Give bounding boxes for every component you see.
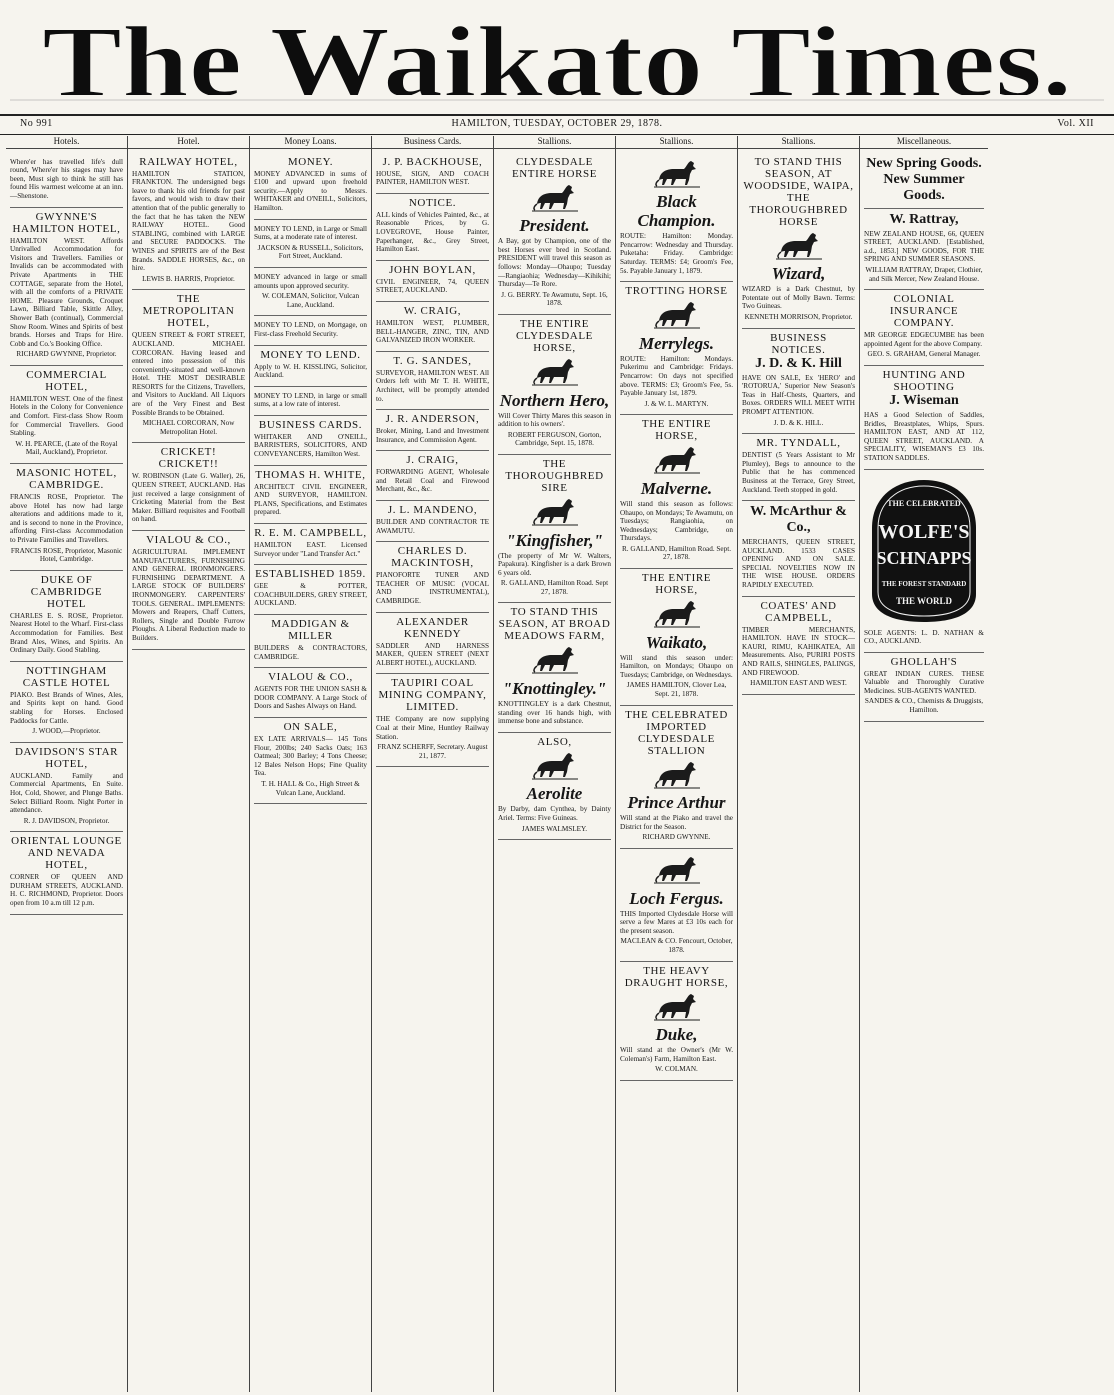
ad-headline: W. Rattray, <box>889 211 959 227</box>
svg-text:WOLFE'S: WOLFE'S <box>878 520 970 543</box>
ad-body: By Darby, dam Cynthea, by Dainty Ariel. Terms: Five Guineas. <box>498 805 611 823</box>
ad-title: TAUPIRI COAL MINING COMPANY, LIMITED. <box>378 677 487 714</box>
ad-body: SADDLER AND HARNESS MAKER, QUEEN STREET (NEXT ALBERT HOTEL), AUCKLAND. <box>376 641 489 667</box>
ad-title: J. P. BACKHOUSE, <box>382 155 483 168</box>
ad-body: AGRICULTURAL IMPLEMENT MANUFACTURERS, FURNISHING AND GENERAL IRONMONGERS. FURNISHING DEPARTMENT. A LARGE STOCK OF BUILDERS' IRONMONGERY. CARPENTERS' TOOLS. GENERAL. IMPLEMENTS: Mowers and Reapers, Chaff Cutters, Rollers, Single and Double Furrow Ploughs. A Liberal Reduction made to Builders. <box>132 548 245 642</box>
advertisement <box>10 743 123 833</box>
ad-title: NOTTINGHAM CASTLE HOTEL <box>22 664 111 689</box>
ad-title: NOTICE. <box>408 196 457 209</box>
ad-body: ROUTE: Hamilton: Monday. Pencarrow: Wednesday and Thursday. Puketaha: Friday. Cambridge: Saturday. TERMS: £4; Groom's Fee, 5s. Payable January 1, 1879. <box>620 232 733 275</box>
advertisement <box>864 653 984 722</box>
ad-body: WIZARD is a Dark Chestnut, by Potentate out of Molly Bawn. Terms: Two Guineas. <box>742 285 855 311</box>
ad-headline: J. Wiseman <box>889 392 959 408</box>
ad-body: GREAT INDIAN CURES. THESE Valuable and Thoroughly Curative Medicines. SUB-AGENTS WANTED. <box>864 669 984 695</box>
svg-text:SCHNAPPS: SCHNAPPS <box>876 547 972 568</box>
ad-signature: J. D. & K. HILL. <box>773 418 824 427</box>
ad-body: FORWARDING AGENT, Wholesale and Retail Coal and Firewood Merchant, &c., &c. <box>376 468 489 494</box>
ad-body: MONEY ADVANCED in sums of £100 and upward upon freehold security.—Apply to Messrs. WHITAKER and O'NEILL, Solicitors, Hamilton. <box>254 169 367 212</box>
advertisement <box>254 565 367 615</box>
stallion-name: President. <box>519 216 590 236</box>
ad-title: HUNTING AND SHOOTING <box>882 368 966 393</box>
horse-illustration-icon <box>532 356 578 389</box>
ad-body: PIANOFORTE TUNER AND TEACHER OF MUSIC (VOCAL AND INSTRUMENTAL), CAMBRIDGE. <box>376 571 489 606</box>
ad-signature: R. J. DAVIDSON, Proprietor. <box>23 816 110 825</box>
ad-signature: R. GALLAND, Hamilton Road. Sept 27, 1878. <box>500 579 609 596</box>
ad-signature: MACLEAN & CO. Fencourt, October, 1878. <box>620 937 733 954</box>
dateline <box>0 114 1114 135</box>
ad-body: HAMILTON WEST, PLUMBER, BELL-HANGER, ZINC, TIN, AND GALVANIZED IRON WORKER. <box>376 318 489 345</box>
column-heading: Business Cards. <box>372 136 493 149</box>
horse-illustration-icon <box>654 991 700 1024</box>
ad-signature: J. G. BERRY. Te Awamutu, Sept. 16, 1878. <box>501 290 608 308</box>
ad-body: BUILDERS & CONTRACTORS, CAMBRIDGE. <box>254 644 367 661</box>
ad-body: HAMILTON WEST. Affords Unrivalled Accommodation for Visitors and Travellers. Families or Invalids can be accommodated with Private Apartments in THE COTTAGE, separate from the Hotel, with all the comforts of a PRIVATE HOME. Pleasure Grounds, Croquet Lawn, Billiard Table, Skittle Alley, Shower Bath (continual), Commercial Show Room. Wines and Spirits of best brands. Horses and Traps for Hire. Cobb and Co.'s Booking Office. <box>10 236 123 348</box>
volume-number: Vol. XII <box>1057 118 1094 129</box>
advertisement <box>10 464 123 571</box>
ad-body: ARCHITECT CIVIL ENGINEER, AND SURVEYOR, HAMILTON. PLANS, Specifications, and Estimates prepared. <box>254 482 367 517</box>
ad-body: KNOTTINGLEY is a dark Chestnut, standing over 16 hands high, with immense bone and substance. <box>498 700 611 726</box>
advertisement <box>254 387 367 416</box>
ad-body: THIS Imported Clydesdale Horse will serve a few Mares at £3 10s each for the present season. <box>620 909 733 935</box>
advertisement <box>376 261 489 302</box>
ad-title: JOHN BOYLAN, <box>389 263 476 276</box>
ad-body: QUEEN STREET & FORT STREET, AUCKLAND. MICHAEL CORCORAN. Having leased and entered into possession of this conveniently-situated and well-known Hotel. THE MOST DESIRABLE RESORTS for the Citizens, Travellers, and Visitors to Auckland. All Liquors are of the Very Finest and Best Possible Brands to be Obtained. <box>132 331 245 417</box>
ad-signature: WILLIAM RATTRAY, Draper, Clothier, and Silk Mercer, New Zealand House. <box>865 265 983 283</box>
horse-illustration-icon <box>776 230 822 263</box>
advertisement <box>620 153 733 283</box>
ad-title: BUSINESS NOTICES. <box>770 331 827 356</box>
wolfes-schnapps-seal <box>868 476 980 626</box>
ad-title: ALEXANDER KENNEDY <box>396 615 469 640</box>
column-2 <box>128 136 250 1392</box>
ad-signature: W. COLMAN. <box>655 1065 698 1074</box>
ad-body: MONEY TO LEND, in large or small sums, at a low rate of interest. <box>254 391 367 409</box>
ad-body: EX LATE ARRIVALS— 145 Tons Flour, 200lbs; 240 Sacks Oats; 163 Oatmeal; 300 Barley; 4 Tons Cheese; 12 Bales Nelson Hops; Fine Quality Tea. <box>254 734 367 778</box>
ad-title: COATES' AND CAMPBELL, <box>760 599 837 624</box>
advertisement <box>864 470 984 653</box>
stallion-name: Loch Fergus. <box>629 888 724 908</box>
advertisement <box>10 662 123 743</box>
dateline-place-date: HAMILTON, TUESDAY, OCTOBER 29, 1878. <box>451 118 663 129</box>
ad-signature: MICHAEL CORCORAN, Now Metropolitan Hotel. <box>142 419 235 436</box>
ad-body: PIAKO. Best Brands of Wines, Ales, and Spirits kept on hand. Good stabling for Horses. Enclosed Paddocks for Cattle. <box>10 690 123 725</box>
issue-number: No 991 <box>20 118 53 129</box>
horse-illustration-icon <box>654 299 700 332</box>
advertisement <box>620 415 733 569</box>
advertisement <box>376 613 489 675</box>
masthead <box>0 0 1114 112</box>
ad-signature: W. H. PEARCE, (Late of the Royal Mail, Auckland), Proprietor. <box>15 439 118 457</box>
ad-body: MR GEORGE EDGECUMBE has been appointed Agent for the above Company. <box>864 331 984 348</box>
ad-body: AUCKLAND. Family and Commercial Apartments, En Suite. Hot, Cold, Shower, and Plunge Baths. Select Billiard Room. Night Porter in attendance. <box>10 771 123 815</box>
ad-body: CIVIL ENGINEER, 74, QUEEN STREET, AUCKLAND. <box>376 277 489 295</box>
advertisement <box>254 416 367 466</box>
advertisement <box>864 290 984 366</box>
ad-title: R. E. M. CAMPBELL, <box>254 527 367 540</box>
ad-signature: J. WOOD,—Proprietor. <box>32 727 101 736</box>
advertisement <box>620 282 733 415</box>
column-heading: Hotels. <box>6 136 127 149</box>
ad-signature: R. GALLAND, Hamilton Road. Sept. 27, 1878. <box>621 544 731 562</box>
ad-title: TROTTING HORSE <box>625 285 728 298</box>
stallion-name: Prince Arthur <box>627 793 726 813</box>
advertisement <box>10 153 123 208</box>
advertisement <box>376 501 489 542</box>
stallion-name: "Knottingley." <box>502 679 607 699</box>
ad-signature: RICHARD GWYNNE. <box>642 833 711 842</box>
advertisement <box>498 733 611 840</box>
advertisement <box>132 531 245 650</box>
ad-title: THE THOROUGHBRED SIRE <box>505 457 604 494</box>
ad-body: MONEY TO LEND, on Mortgage, on First-class Freehold Security. <box>254 321 367 338</box>
column-heading: Stallions. <box>738 136 859 149</box>
ad-title: MONEY. <box>287 155 334 168</box>
advertisement <box>254 524 367 565</box>
horse-illustration-icon <box>654 759 700 792</box>
ad-title: VIALOU & CO., <box>268 671 353 684</box>
ad-title: RAILWAY HOTEL, <box>139 155 238 168</box>
ad-signature: RICHARD GWYNNE, Proprietor. <box>16 350 117 359</box>
advertisement <box>254 718 367 804</box>
ad-body: MONEY advanced in large or small amounts upon approved security. <box>254 272 367 290</box>
horse-illustration-icon <box>654 598 700 631</box>
ad-headline: J. D. & K. Hill <box>755 355 842 371</box>
advertisement <box>10 366 123 464</box>
horse-illustration-icon <box>532 750 578 783</box>
advertisement <box>376 194 489 261</box>
column-heading: Hotel. <box>128 136 249 149</box>
advertisement <box>620 962 733 1081</box>
horse-illustration-icon <box>532 644 578 677</box>
ad-body: CHARLES E. S. ROSE, Proprietor. Nearest Hotel to the Wharf. First-class Accommodation for Families. Best Brand Ales, Wines, and Spirits. An Ordinary Daily. Good Stabling. <box>10 611 123 655</box>
advertisement <box>498 603 611 732</box>
advertisement <box>742 329 855 435</box>
stallion-name: Malverne. <box>640 478 713 498</box>
column-4 <box>372 136 494 1392</box>
ad-title: TO STAND THIS SEASON, AT BROAD MEADOWS FARM, <box>498 606 611 643</box>
ad-body: W. ROBINSON (Late G. Waller), 26, QUEEN STREET, AUCKLAND. Has just received a large consignment of Cricketing Material from the Best Maker. Billiard requisites and Football on hand. <box>132 472 245 524</box>
column-6 <box>616 136 738 1392</box>
ad-body: A Bay, got by Champion, one of the best Horses ever bred in Scotland. PRESIDENT will travel this season as follows: Monday—Ohaupo; Tuesday—Rangiaohia; Wednesday—Kihikihi; Thursday—Te Rore. <box>498 237 611 289</box>
column-5 <box>494 136 616 1392</box>
ad-body: HAVE ON SALE, Ex 'HERO' and 'ROTORUA,' Superior New Season's Teas in Half-Chests, Quarters, and Boxes. ORDERS WILL MEET WITH PROMPT ATTENTION. <box>742 373 855 416</box>
ad-signature: SANDES & CO., Chemists & Druggists, Hamilton. <box>864 697 984 715</box>
column-7 <box>738 136 860 1392</box>
advertisement <box>254 220 367 268</box>
ad-body: MONEY TO LEND, in Large or Small Sums, at a moderate rate of interest. <box>254 224 367 242</box>
ad-title: VIALOU & CO., <box>146 534 231 546</box>
ad-headline: New Spring Goods. New Summer Goods. <box>866 155 982 203</box>
column-heading: Money Loans. <box>250 136 371 149</box>
ad-title: TO STAND THIS SEASON, AT WOODSIDE, WAIPA, THE THOROUGHBRED HORSE <box>743 155 854 228</box>
ad-title: J. CRAIG, <box>406 454 459 467</box>
advertisement <box>376 674 489 767</box>
ad-signature: W. COLEMAN, Solicitor, Vulcan Lane, Auckland. <box>261 292 360 309</box>
ad-title: ON SALE, <box>283 720 338 733</box>
stallion-name: Merrylegs. <box>638 333 715 353</box>
ad-body: Will stand this season as follows: Ohaupo, on Mondays; Te Awamutu, on Tuesdays; Rangiaohia, on Wednesdays; Cambridge, on Thursdays. <box>620 499 733 543</box>
ad-body: GEE & POTTER, COACHBUILDERS, GREY STREET, AUCKLAND. <box>254 582 367 608</box>
ad-title: THE ENTIRE HORSE, <box>641 418 712 443</box>
ad-title: THE HEAVY DRAUGHT HORSE, <box>624 964 729 989</box>
ad-body: TIMBER MERCHANTS, HAMILTON. HAVE IN STOCK— KAURI, RIMU, KAHIKATEA, All Measurements. Also, PURIRI POSTS AND RAILS, SHINGLES, PALINGS, AND FIREWOOD. <box>742 625 855 677</box>
ad-title: J. R. ANDERSON, <box>385 413 480 426</box>
masthead-title: The Waikato Times. <box>42 6 1072 112</box>
ad-signature: ROBERT FERGUSON, Gorton, Cambridge, Sept. 15, 1878. <box>507 430 602 448</box>
ad-title: ESTABLISHED 1859. <box>255 568 366 581</box>
ad-title: CLYDESDALE ENTIRE HORSE <box>511 155 598 180</box>
ad-signature: GEO. S. GRAHAM, General Manager. <box>867 350 981 359</box>
ad-title: MASONIC HOTEL, CAMBRIDGE. <box>16 467 117 492</box>
advertisement <box>254 346 367 387</box>
ad-signature: JAMES HAMILTON, Clover Lea, Sept. 21, 1878. <box>626 681 727 699</box>
ad-title: THE ENTIRE HORSE, <box>641 572 712 597</box>
ad-title: MONEY TO LEND. <box>260 348 361 361</box>
ad-title: COMMERCIAL HOTEL, <box>26 368 107 393</box>
column-8 <box>860 136 988 1392</box>
column-heading: Miscellaneous. <box>860 136 988 149</box>
ad-signature: JAMES WALMSLEY. <box>521 824 588 833</box>
ad-body: HAMILTON WEST. One of the finest Hotels in the Colony for Convenience and Comfort. First-class Show Room for Commercial Travellers. Good Stabling. <box>10 394 123 438</box>
advertisement <box>498 455 611 604</box>
advertisement <box>620 569 733 706</box>
advertisement <box>376 352 489 410</box>
ad-title: MR. TYNDALL, <box>756 437 841 450</box>
ad-body: SURVEYOR, HAMILTON WEST. All Orders left with Mr T. H. WHITE, Architect, will be promptly attended to. <box>376 368 489 403</box>
ad-title: THE ENTIRE CLYDESDALE HORSE, <box>515 317 593 354</box>
ad-body: FRANCIS ROSE, Proprietor. The above Hotel has now had large alterations and additions made to it, and is second to none in the Province, affording First-class Accommodation to Private Families and Travellers. <box>10 493 123 544</box>
ad-body: Apply to W. H. KISSLING, Solicitor, Auckland. <box>254 362 367 380</box>
advertisement <box>620 706 733 849</box>
ad-body: SOLE AGENTS: L. D. NATHAN & CO., AUCKLAND. <box>864 628 984 646</box>
ad-title: ORIENTAL LOUNGE AND NEVADA HOTEL, <box>11 835 122 872</box>
ad-signature: FRANCIS ROSE, Proprietor, Masonic Hotel, Cambridge. <box>10 546 123 564</box>
ad-title: CRICKET! CRICKET!! <box>158 446 219 471</box>
ad-body: Will stand at the Piako and travel the District for the Season. <box>620 814 733 831</box>
ad-signature: JACKSON & RUSSELL, Solicitors, Fort Street, Auckland. <box>257 243 364 261</box>
advertisement <box>254 316 367 345</box>
advertisement <box>620 849 733 962</box>
advertisement <box>132 290 245 443</box>
advertisement <box>742 434 855 501</box>
svg-text:THE FOREST STANDARD: THE FOREST STANDARD <box>881 579 967 588</box>
advertisement <box>254 615 367 668</box>
ad-title: DUKE OF CAMBRIDGE HOTEL <box>30 573 103 610</box>
ad-signature: KENNETH MORRISON, Proprietor. <box>744 312 853 321</box>
stallion-name: Aerolite <box>526 784 583 804</box>
ad-body: HAMILTON STATION, FRANKTON. The undersigned begs leave to thank his old friends for past favors, and would wish to draw their attention that of the public generally to the fact that he has taken the NEW RAILWAY HOTEL. Good STABLING, combined with LARGE and SECURE PADDOCKS. The WINES and SPIRITS are of the Best Brands. SADDLE HORSES, &c., on hire. <box>132 169 245 273</box>
ad-title: GHOLLAH'S <box>890 655 958 668</box>
stallion-name: "Kingfisher," <box>506 530 603 550</box>
advertisement <box>864 366 984 470</box>
column-3 <box>250 136 372 1392</box>
stallion-name: Black Champion. <box>637 192 716 231</box>
horse-illustration-icon <box>654 158 700 191</box>
ad-title: THOMAS H. WHITE, <box>255 468 366 481</box>
ad-body: MERCHANTS, QUEEN STREET, AUCKLAND. 1533 CASES OPENING AND ON SALE. SPECIAL NOVELTIES NOW IN THE WISE HOUSE. ORDERS RAPIDLY EXECUTED. <box>742 538 855 590</box>
stallion-name: Waikato, <box>645 632 708 652</box>
ad-title: THE CELEBRATED IMPORTED CLYDESDALE STALLION <box>625 708 728 757</box>
ad-title: T. G. SANDES, <box>393 354 472 367</box>
masthead-title-art <box>0 0 1114 112</box>
stallion-name: Northern Hero, <box>499 390 610 410</box>
ad-body: Will stand at the Owner's (Mr W. Coleman's) Farm, Hamilton East. <box>620 1046 733 1063</box>
columns <box>6 136 1110 1392</box>
ad-body: HOUSE, SIGN, AND COACH PAINTER, HAMILTON WEST. <box>376 169 489 187</box>
advertisement <box>10 571 123 662</box>
advertisement <box>742 153 855 329</box>
advertisement <box>376 153 489 194</box>
advertisement <box>10 208 123 366</box>
advertisement <box>254 153 367 220</box>
column-1 <box>6 136 128 1392</box>
advertisement <box>376 302 489 352</box>
advertisement <box>742 597 855 695</box>
ad-title: ALSO, <box>537 735 572 748</box>
ad-title: GWYNNE'S HAMILTON HOTEL, <box>12 210 121 235</box>
advertisement <box>132 443 245 531</box>
stallion-name: Duke, <box>655 1025 698 1045</box>
ad-body: ALL kinds of Vehicles Painted, &c., at Reasonable Prices, by G. LOVEGROVE, House Painter, Paperhanger, &c., Grey Street, Hamilton East. <box>376 210 489 254</box>
ad-body: HAMILTON EAST. Licensed Surveyor under "Land Transfer Act." <box>254 541 367 558</box>
ad-body: AGENTS FOR THE UNION SASH & DOOR COMPANY. A Large Stock of Doors and Sashes Always on Hand. <box>254 685 367 711</box>
advertisement <box>498 315 611 455</box>
ad-body: DENTIST (5 Years Assistant to Mr Plumley), Begs to announce to the Public that he has commenced Business at the Terrace, Grey Street, Auckland. Teeth stopped in gold. <box>742 451 855 494</box>
advertisement <box>254 668 367 718</box>
advertisement <box>864 209 984 291</box>
ad-body: BUILDER AND CONTRACTOR TE AWAMUTU. <box>376 518 489 535</box>
ad-title: BUSINESS CARDS. <box>258 418 363 431</box>
ad-body: Broker, Mining, Land and Investment Insurance, and Commission Agent. <box>376 427 489 444</box>
advertisement <box>376 410 489 451</box>
horse-illustration-icon <box>532 182 578 215</box>
advertisement <box>132 153 245 291</box>
advertisement <box>864 153 984 209</box>
column-heading: Stallions. <box>494 136 615 149</box>
ad-headline: W. McArthur & Co., <box>750 504 847 536</box>
svg-text:THE CELEBRATED: THE CELEBRATED <box>887 498 961 508</box>
advertisement <box>10 832 123 914</box>
ad-body: THE Company are now supplying Coal at their Mine, Huntley Railway Station. <box>376 715 489 741</box>
ad-title: W. CRAIG, <box>403 304 462 317</box>
ad-body: Where'er has travelled life's dull round, Where'er his stages may have been, Must sigh to think he still has found His warmest welcome at an inn. —Shenstone. <box>10 157 123 200</box>
stallion-name: Wizard, <box>771 264 826 284</box>
ad-body: NEW ZEALAND HOUSE, 66, QUEEN STREET, AUCKLAND. [Established, a.d., 1853.] NEW GOODS, FOR THE SPRING AND SUMMER SEASONS. <box>864 229 984 264</box>
horse-illustration-icon <box>532 496 578 529</box>
ad-title: DAVIDSON'S STAR HOTEL, <box>14 745 119 770</box>
ad-title: COLONIAL INSURANCE COMPANY. <box>889 293 959 330</box>
ad-title: J. L. MANDENO, <box>387 504 478 517</box>
advertisement <box>376 542 489 612</box>
ad-signature: LEWIS B. HARRIS, Proprietor. <box>142 274 235 283</box>
advertisement <box>254 268 367 316</box>
ad-body: HAS a Good Selection of Saddles, Bridles, Breastplates, Whips, Spurs. HAMILTON EAST, AND AT 112, QUEEN STREET, AUCKLAND. A SPECIALITY, WISEMAN'S £3 10s. STATION SADDLES. <box>864 410 984 462</box>
ad-title: MADDIGAN & MILLER <box>271 618 350 642</box>
ad-body: WHITAKER AND O'NEILL, BARRISTERS, SOLICITORS, AND CONVEYANCERS, Hamilton West. <box>254 432 367 459</box>
svg-text:THE WORLD: THE WORLD <box>895 595 953 606</box>
column-heading: Stallions. <box>616 136 737 149</box>
ad-signature: J. & W. L. MARTYN. <box>644 399 709 408</box>
ad-signature: T. H. HALL & Co., High Street & Vulcan Lane, Auckland. <box>261 779 360 797</box>
advertisement <box>498 153 611 315</box>
ad-body: (The property of Mr W. Walters, Papakura). Kingfisher is a dark Brown 6 years old. <box>498 551 611 577</box>
advertisement <box>742 501 855 597</box>
ad-body: CORNER OF QUEEN AND DURHAM STREETS, AUCKLAND. H. C. RICHMOND, Proprietor. Doors open from 10 a.m till 12 p.m. <box>10 873 123 908</box>
advertisement <box>254 466 367 524</box>
ad-body: Will Cover Thirty Mares this season in addition to his owners'. <box>498 411 611 429</box>
ad-body: ROUTE: Hamilton: Mondays. Pukerimu and Cambridge: Fridays. Pencarrow: On days not specified above. TERMS: £3; Groom's Fee, 5s. Payable January 1st, 1879. <box>620 354 733 398</box>
horse-illustration-icon <box>654 854 700 887</box>
ad-title: THE METROPOLITAN HOTEL, <box>142 293 235 330</box>
horse-illustration-icon <box>654 444 700 477</box>
ad-title: CHARLES D. MACKINTOSH, <box>391 545 474 570</box>
ad-signature: FRANZ SCHERFF, Secretary. August 21, 1877. <box>377 743 488 760</box>
ad-body: Will stand this season under: Hamilton, on Mondays; Ohaupo on Tuesdays; Cambridge, on Wednesdays. <box>620 653 733 679</box>
ad-signature: HAMILTON EAST AND WEST. <box>750 679 847 688</box>
advertisement <box>376 451 489 501</box>
